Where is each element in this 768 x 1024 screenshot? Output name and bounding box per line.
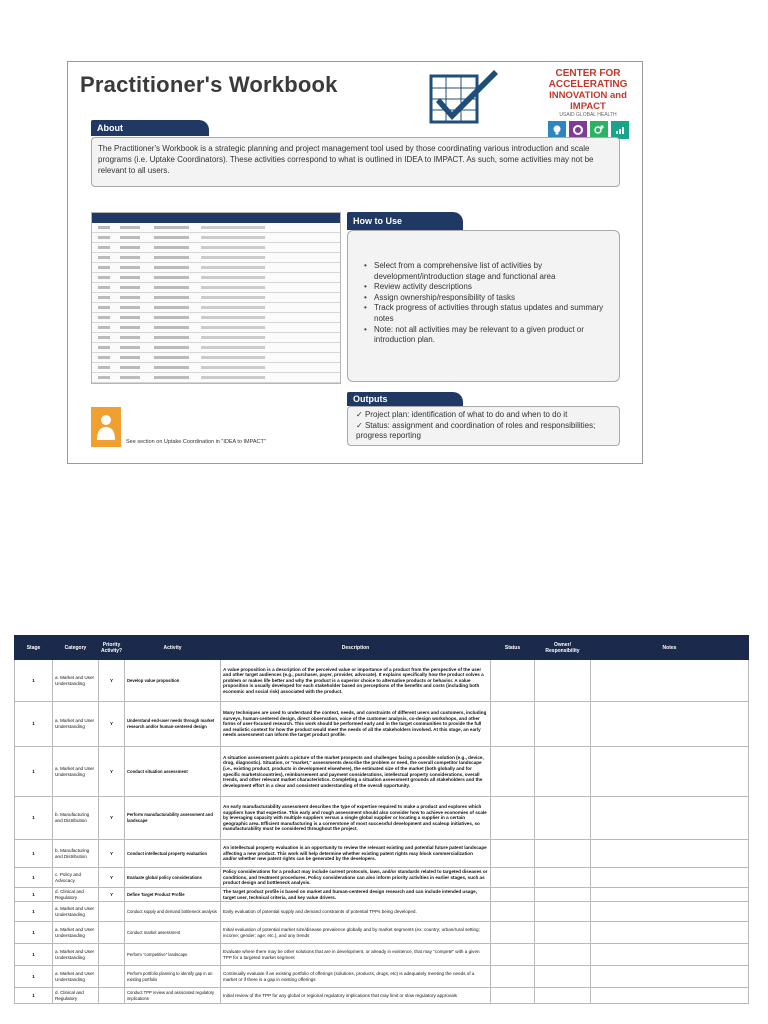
header-activity: Activity bbox=[125, 636, 221, 660]
cell-priority bbox=[99, 966, 125, 988]
cell-stage: 1 bbox=[15, 702, 53, 747]
cell-stage: 1 bbox=[15, 902, 53, 922]
cell-activity: Conduct TPP review and associated regulatory implications bbox=[125, 988, 221, 1004]
howto-list bbox=[356, 261, 611, 346]
output-item: ✓ Project plan: identification of what to do and when to do it bbox=[356, 410, 568, 419]
page-title: Practitioner's Workbook bbox=[80, 72, 338, 97]
header-category: Category bbox=[53, 636, 99, 660]
logo-line3: USAID GLOBAL HEALTH bbox=[559, 112, 617, 118]
cell-status[interactable] bbox=[491, 797, 535, 840]
cell-status[interactable] bbox=[491, 840, 535, 868]
cell-owner[interactable] bbox=[535, 840, 591, 868]
cell-activity: Evaluate global policy considerations bbox=[125, 868, 221, 888]
cell-status[interactable] bbox=[491, 888, 535, 902]
table-row bbox=[15, 988, 749, 1004]
cell-category: a. Market and User Understanding bbox=[53, 660, 99, 702]
check-mark-icon: ✓ bbox=[356, 410, 365, 419]
howto-item: • Assign ownership/responsibility of tasks bbox=[366, 293, 611, 304]
cell-description: Continually evaluate if an existing portfolio of offerings (solutions, products, drugs, etc) is adequately meeting the needs of a market or if there is a gap in existing offerings bbox=[221, 966, 491, 988]
table-header-row bbox=[15, 636, 749, 660]
cell-priority: Y bbox=[99, 660, 125, 702]
header-notes: Notes bbox=[591, 636, 749, 660]
cell-activity: Conduct intellectual property evaluation bbox=[125, 840, 221, 868]
cell-notes[interactable] bbox=[591, 702, 749, 747]
cell-status[interactable] bbox=[491, 922, 535, 944]
table-row bbox=[15, 797, 749, 840]
cell-status[interactable] bbox=[491, 988, 535, 1004]
cell-priority: Y bbox=[99, 840, 125, 868]
header-owner: Owner/ Responsibility bbox=[535, 636, 591, 660]
cell-notes[interactable] bbox=[591, 660, 749, 702]
cell-owner[interactable] bbox=[535, 797, 591, 840]
cell-notes[interactable] bbox=[591, 902, 749, 922]
cell-stage: 1 bbox=[15, 888, 53, 902]
howto-label: How to Use bbox=[347, 212, 463, 230]
cell-stage: 1 bbox=[15, 840, 53, 868]
cell-description: Early evaluation of potential supply and demand constraints of potential TPPs being developed. bbox=[221, 902, 491, 922]
table-row bbox=[15, 902, 749, 922]
cell-notes[interactable] bbox=[591, 797, 749, 840]
cell-activity: Perform manufacturability assessment and landscape bbox=[125, 797, 221, 840]
cell-activity: Conduct situation assessment bbox=[125, 747, 221, 797]
table-row bbox=[15, 840, 749, 868]
outputs-label: Outputs bbox=[347, 392, 463, 406]
cell-priority: Y bbox=[99, 747, 125, 797]
cell-owner[interactable] bbox=[535, 660, 591, 702]
cell-owner[interactable] bbox=[535, 902, 591, 922]
cell-status[interactable] bbox=[491, 868, 535, 888]
cell-status[interactable] bbox=[491, 702, 535, 747]
cell-category: d. Clinical and Regulatory bbox=[53, 988, 99, 1004]
person-icon bbox=[91, 407, 121, 447]
cell-notes[interactable] bbox=[591, 747, 749, 797]
cell-priority bbox=[99, 922, 125, 944]
table-row bbox=[15, 922, 749, 944]
cell-activity: Understand end-user needs through market research and/or human-centered design bbox=[125, 702, 221, 747]
check-mark-icon: ✓ bbox=[356, 420, 365, 430]
cell-status[interactable] bbox=[491, 902, 535, 922]
cell-owner[interactable] bbox=[535, 868, 591, 888]
cell-activity: Perform portfolio planning to identify gap in an existing portfolio bbox=[125, 966, 221, 988]
cell-stage: 1 bbox=[15, 988, 53, 1004]
cell-description: Initial review of the TPP for any global or regional regulatory implications that may limit or slow regulatory approvals bbox=[221, 988, 491, 1004]
cell-activity: Develop value proposition bbox=[125, 660, 221, 702]
howto-item: • Select from a comprehensive list of activities by development/introduction stage and functional area bbox=[366, 261, 611, 282]
cell-stage: 1 bbox=[15, 747, 53, 797]
cell-activity: Conduct supply and demand bottleneck analysis bbox=[125, 902, 221, 922]
cell-owner[interactable] bbox=[535, 702, 591, 747]
cell-owner[interactable] bbox=[535, 988, 591, 1004]
cell-description: An early manufacturability assessment describes the type of expertise required to make a product and explores which suppliers have that expertise. This early and rough assessment should also consider how to achieve economies of scale by leveraging capacity with multiple suppliers versus a single global supplier or locating a supplier in a certain geographic area. Efficient manufacturing is a cornerstone of most successful development and scaleup initiatives, so manufacturability must be considered throughout the project. bbox=[221, 797, 491, 840]
see-section-note: See section on Uptake Coordination in "IDEA to IMPACT" bbox=[126, 439, 266, 445]
checkbox-icon bbox=[428, 66, 508, 128]
cell-category: a. Market and User Understanding bbox=[53, 966, 99, 988]
cell-owner[interactable] bbox=[535, 888, 591, 902]
outputs-box bbox=[347, 406, 620, 446]
cell-description: An intellectual property evaluation is an opportunity to review the relevant existing and potential future patent landscape affecting a new product. This work will help determine whether existing patent rights may block commercialization and/or whether new patent rights can be generated by the developers. bbox=[221, 840, 491, 868]
cell-stage: 1 bbox=[15, 922, 53, 944]
cell-category: a. Market and User Understanding bbox=[53, 922, 99, 944]
cell-owner[interactable] bbox=[535, 922, 591, 944]
cell-owner[interactable] bbox=[535, 747, 591, 797]
cell-activity: Perform "competitive" landscape bbox=[125, 944, 221, 966]
cell-notes[interactable] bbox=[591, 840, 749, 868]
table-row bbox=[15, 660, 749, 702]
cell-priority bbox=[99, 902, 125, 922]
cell-description: Many techniques are used to understand the context, needs, and constraints of different users and customers, including surveys, human-centered design, direct observation, voice of the customer analysis, co-design workshops, and other forms of user-focused research. This work should be performed early and in the target communities to provide the full and realistic context for how the product would meet the needs of all the stakeholders involved. At this stage, an early needs assessment can inform the target product profile. bbox=[221, 702, 491, 747]
about-text: The Practitioner's Workbook is a strategic planning and project management tool used by those coordinating various introduction and scale programs (i.e. Uptake Coordinators). These activities correspond to what is outlined in IDEA to IMPACT. As such, some activities may not be relevant to all users. bbox=[91, 137, 620, 187]
cell-category: a. Market and User Understanding bbox=[53, 747, 99, 797]
table-row bbox=[15, 966, 749, 988]
cell-description: Evaluate where there may be other solutions that are in development, or already in existence, that may "compete" with a given TPP for a targeted market segment bbox=[221, 944, 491, 966]
cell-status[interactable] bbox=[491, 747, 535, 797]
cell-stage: 1 bbox=[15, 868, 53, 888]
workbook-thumbnail bbox=[91, 212, 341, 384]
cell-status[interactable] bbox=[491, 966, 535, 988]
howto-item: • Track progress of activities through status updates and summary notes bbox=[366, 303, 611, 324]
cell-stage: 1 bbox=[15, 944, 53, 966]
activities-table bbox=[14, 635, 749, 1004]
table-row bbox=[15, 944, 749, 966]
cell-owner[interactable] bbox=[535, 966, 591, 988]
cell-activity: Define Target Product Profile bbox=[125, 888, 221, 902]
howto-item: • Note: not all activities may be relevant to a given product or introduction plan. bbox=[366, 325, 611, 346]
cell-priority: Y bbox=[99, 868, 125, 888]
cell-description: Policy considerations for a product may include current protocols, laws, and/or standards related to targeted diseases or conditions, and treatment procedures. Policy considerations can also inform priority activities in earlier stages, such as product design and bottleneck analysis. bbox=[221, 868, 491, 888]
cell-owner[interactable] bbox=[535, 944, 591, 966]
table-row bbox=[15, 702, 749, 747]
cell-notes[interactable] bbox=[591, 888, 749, 902]
output-item: ✓ Status: assignment and coordination of roles and responsibilities; progress reporting bbox=[356, 420, 596, 440]
cell-priority bbox=[99, 988, 125, 1004]
cell-description: A situation assessment paints a picture of the market prospects and challenges facing a possible solution (e.g., device, drug, diagnostic). Situation, or "market," assessments describe the problem or need, the overall competitor landscape (i.e., existing product, products in development elsewhere), the estimated size of the market (both globally and for specific markets/countries), reimbursement and payment considerations, intellectual property considerations, overall trends, and other relevant market characteristics. Completing a situation assessment grounds all stakeholders and the development effort in a clear and consistent understanding of the overall opportunity. bbox=[221, 747, 491, 797]
header-status: Status bbox=[491, 636, 535, 660]
header-priority: Priority Activity? bbox=[99, 636, 125, 660]
cell-priority: Y bbox=[99, 888, 125, 902]
table-row bbox=[15, 888, 749, 902]
cell-notes[interactable] bbox=[591, 966, 749, 988]
cell-status[interactable] bbox=[491, 944, 535, 966]
table-row bbox=[15, 747, 749, 797]
cell-status[interactable] bbox=[491, 660, 535, 702]
cell-activity: Conduct market assessment bbox=[125, 922, 221, 944]
cell-notes[interactable] bbox=[591, 868, 749, 888]
cell-stage: 1 bbox=[15, 966, 53, 988]
cell-category: c. Policy and Advocacy bbox=[53, 868, 99, 888]
cell-category: a. Market and User Understanding bbox=[53, 944, 99, 966]
table-row bbox=[15, 868, 749, 888]
cell-category: a. Market and User Understanding bbox=[53, 902, 99, 922]
cell-description: A value proposition is a description of the perceived value or importance of a product from the perspective of the user and other target audiences (e.g., purchaser, payer, provider, advocate). It explains specifically how the product solves a problem or makes life better and why the product is a superior choice to alternative products or behavior. A value proposition is usually developed for each stakeholder based on perceptions of the benefits and costs (including both economic and social risk) associated with the product. bbox=[221, 660, 491, 702]
header-description: Description bbox=[221, 636, 491, 660]
cell-category: b. Manufacturing and Distribution bbox=[53, 797, 99, 840]
cell-category: d. Clinical and Regulatory bbox=[53, 888, 99, 902]
cai-logo bbox=[538, 68, 638, 139]
cell-category: a. Market and User Understanding bbox=[53, 702, 99, 747]
cell-description: The target product profile is based on market and human-centered design research and can include intended usage, target user, technical criteria, and key value drivers. bbox=[221, 888, 491, 902]
workbook-slide bbox=[67, 61, 643, 464]
howto-box bbox=[347, 230, 620, 382]
about-label: About bbox=[91, 120, 209, 136]
cell-notes[interactable] bbox=[591, 922, 749, 944]
cell-category: b. Manufacturing and Distribution bbox=[53, 840, 99, 868]
cell-priority: Y bbox=[99, 797, 125, 840]
cell-description: Initial evaluation of potential market size/disease prevalence globally and by market segments (ex: country; urban/rural setting; income; gender; age; etc.), and any trends bbox=[221, 922, 491, 944]
logo-line1: CENTER FOR ACCELERATING bbox=[548, 68, 628, 90]
cell-priority bbox=[99, 944, 125, 966]
header-stage: Stage bbox=[15, 636, 53, 660]
cell-stage: 1 bbox=[15, 797, 53, 840]
cell-stage: 1 bbox=[15, 660, 53, 702]
logo-line2: INNOVATION and IMPACT bbox=[549, 90, 627, 112]
cell-notes[interactable] bbox=[591, 944, 749, 966]
cell-priority: Y bbox=[99, 702, 125, 747]
howto-item: • Review activity descriptions bbox=[366, 282, 611, 293]
cell-notes[interactable] bbox=[591, 988, 749, 1004]
